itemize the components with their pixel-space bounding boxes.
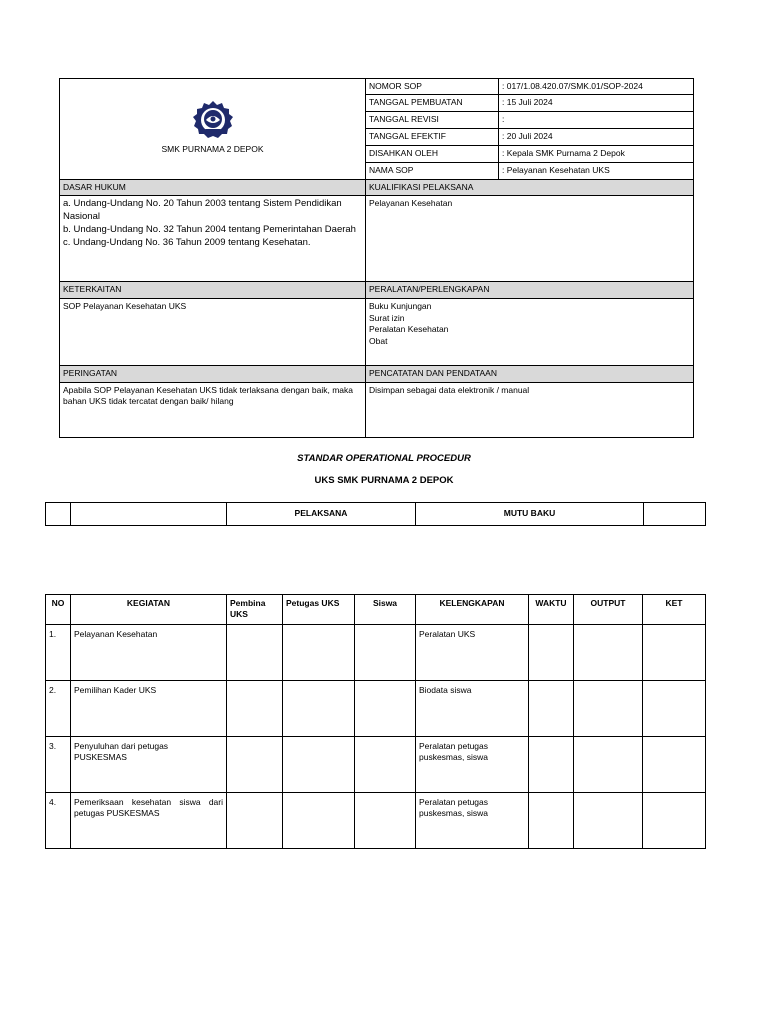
list-item: Buku Kunjungan <box>369 301 432 312</box>
sop-subtitle: UKS SMK PURNAMA 2 DEPOK <box>314 475 454 486</box>
band-mutu-baku-header: MUTU BAKU <box>416 503 644 526</box>
meta-label: NAMA SOP <box>366 162 499 179</box>
row-number: 2. <box>46 681 71 737</box>
peralatan-list <box>366 299 694 366</box>
row-number: 1. <box>46 625 71 681</box>
column-header-siswa: Siswa <box>355 595 416 625</box>
meta-value: : 20 Juli 2024 <box>499 128 694 145</box>
row-kelengkapan: Peralatan UKS <box>416 625 529 681</box>
section-heading-keterkaitan: KETERKAITAN <box>60 282 366 299</box>
list-item: Peralatan Kesehatan <box>369 324 449 335</box>
section-heading-pencatatan: PENCATATAN DAN PENDATAAN <box>366 366 694 382</box>
section-heading-kualifikasi: KUALIFIKASI PELAKSANA <box>366 179 694 195</box>
pelaksana-band-table <box>45 502 706 526</box>
row-cell <box>529 625 574 681</box>
keterkaitan-value: SOP Pelayanan Kesehatan UKS <box>60 299 366 366</box>
section-heading-peringatan: PERINGATAN <box>60 366 366 382</box>
column-header-kelengkapan: KELENGKAPAN <box>416 595 529 625</box>
meta-value: : 017/1.08.420.07/SMK.01/SOP-2024 <box>499 79 694 95</box>
institution-name: SMK PURNAMA 2 DEPOK <box>161 144 264 155</box>
row-cell <box>529 793 574 849</box>
section-heading-dasar-hukum: DASAR HUKUM <box>60 179 366 195</box>
row-cell <box>355 793 416 849</box>
row-kegiatan: Penyuluhan dari petugas PUSKESMAS <box>71 737 227 793</box>
row-cell <box>227 681 283 737</box>
row-kelengkapan: Peralatan petugas puskesmas, siswa <box>416 737 529 793</box>
row-cell <box>283 681 355 737</box>
column-header-pembina: Pembina UKS <box>227 595 283 625</box>
meta-value: : Pelayanan Kesehatan UKS <box>499 162 694 179</box>
row-kelengkapan: Peralatan petugas puskesmas, siswa <box>416 793 529 849</box>
row-number: 4. <box>46 793 71 849</box>
sop-header-table <box>59 78 694 438</box>
school-emblem-icon <box>192 100 234 140</box>
column-header-output: OUTPUT <box>574 595 643 625</box>
section-heading-peralatan: PERALATAN/PERLENGKAPAN <box>366 282 694 299</box>
table-row <box>46 681 706 737</box>
list-item: b. Undang-Undang No. 32 Tahun 2004 tentang Pemerintahan Daerah <box>63 224 356 236</box>
row-cell <box>643 625 706 681</box>
list-item: a. Undang-Undang No. 20 Tahun 2003 tentang Sistem Pendidikan Nasional <box>63 198 342 223</box>
row-cell <box>574 625 643 681</box>
column-header-waktu: WAKTU <box>529 595 574 625</box>
meta-value: : <box>499 111 694 128</box>
row-kegiatan: Pemilihan Kader UKS <box>71 681 227 737</box>
row-cell <box>574 681 643 737</box>
row-number: 3. <box>46 737 71 793</box>
row-cell <box>283 737 355 793</box>
row-cell <box>643 681 706 737</box>
band-cell <box>71 503 227 526</box>
row-cell <box>574 737 643 793</box>
row-cell <box>227 625 283 681</box>
list-item: c. Undang-Undang No. 36 Tahun 2009 tentang Kesehatan. <box>63 236 311 248</box>
pencatatan-value: Disimpan sebagai data elektronik / manual <box>366 382 694 437</box>
sop-title: STANDAR OPERATIONAL PROCEDUR <box>297 453 471 464</box>
row-cell <box>283 625 355 681</box>
table-row <box>46 625 706 681</box>
column-header-petugas: Petugas UKS <box>283 595 355 625</box>
row-cell <box>355 681 416 737</box>
row-cell <box>283 793 355 849</box>
meta-label: TANGGAL PEMBUATAN <box>366 95 499 111</box>
column-header-no: NO <box>46 595 71 625</box>
kualifikasi-value: Pelayanan Kesehatan <box>366 196 694 282</box>
row-kegiatan: Pelayanan Kesehatan <box>71 625 227 681</box>
peringatan-value: Apabila SOP Pelayanan Kesehatan UKS tidak terlaksana dengan baik, maka bahan UKS tidak tercatat dengan baik/ hilang <box>60 382 366 437</box>
row-kegiatan: Pemeriksaan kesehatan siswa dari petugas PUSKESMAS <box>71 793 227 849</box>
meta-value: : Kepala SMK Purnama 2 Depok <box>499 145 694 162</box>
meta-label: DISAHKAN OLEH <box>366 145 499 162</box>
row-cell <box>643 793 706 849</box>
row-cell <box>529 681 574 737</box>
band-cell <box>644 503 706 526</box>
row-cell <box>355 625 416 681</box>
meta-label: NOMOR SOP <box>366 79 499 95</box>
row-cell <box>355 737 416 793</box>
meta-value: : 15 Juli 2024 <box>499 95 694 111</box>
row-kelengkapan: Biodata siswa <box>416 681 529 737</box>
row-cell <box>227 793 283 849</box>
activity-table <box>45 594 706 849</box>
row-cell <box>643 737 706 793</box>
table-row <box>46 793 706 849</box>
meta-label: TANGGAL REVISI <box>366 111 499 128</box>
column-header-kegiatan: KEGIATAN <box>71 595 227 625</box>
row-cell <box>529 737 574 793</box>
table-row <box>46 737 706 793</box>
list-item: Obat <box>369 335 388 346</box>
row-cell <box>574 793 643 849</box>
meta-label: TANGGAL EFEKTIF <box>366 128 499 145</box>
list-item: Surat izin <box>369 312 405 323</box>
institution-cell <box>60 79 366 180</box>
band-pelaksana-header: PELAKSANA <box>227 503 416 526</box>
row-cell <box>227 737 283 793</box>
band-cell <box>46 503 71 526</box>
dasar-hukum-list <box>60 196 366 282</box>
column-header-ket: KET <box>643 595 706 625</box>
